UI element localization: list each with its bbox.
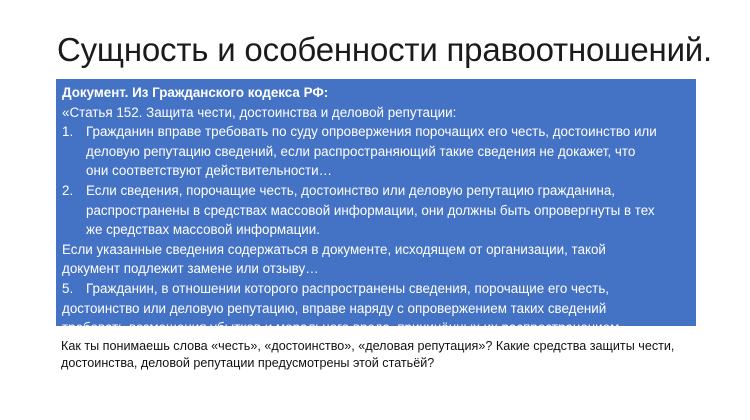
- item-text-line: Гражданин, в отношении которого распространены сведения, порочащие его честь,: [86, 280, 610, 296]
- item-5-continuation-line: требовать возмещения убытков и морального вреда, причинённых их распространением…: [62, 320, 633, 336]
- item-text-line: Если сведения, порочащие честь, достоинство или деловую репутацию гражданина,: [86, 182, 616, 198]
- article-intro: «Статья 152. Защита чести, достоинства и деловой репутации:: [62, 104, 457, 120]
- item-text-line: распространены в средствах массовой информации, они должны быть опровергнуты в тех: [86, 202, 655, 218]
- slide-title: Сущность и особенности правоотношений.: [57, 31, 713, 68]
- item-5-continuation-line: достоинство или деловую репутацию, вправе наряду с опровержением таких сведений: [62, 300, 607, 316]
- item-number: 5.: [62, 280, 74, 296]
- paragraph-line: документ подлежит замене или отзыву…: [62, 261, 319, 277]
- item-number: 2.: [62, 182, 74, 198]
- document-heading: Документ. Из Гражданского кодекса РФ:: [62, 85, 329, 100]
- item-text: [86, 279, 690, 299]
- item-text-line: они соответствуют действительности…: [86, 163, 332, 179]
- item-text: [86, 122, 690, 181]
- question-line: Как ты понимаешь слова «честь», «достоинство», «деловая репутация»? Какие средства защиты чести,: [61, 339, 675, 353]
- item-text-line: деловую репутацию сведений, если распространяющий такие сведения не докажет, что: [86, 143, 636, 159]
- paragraph-line: Если указанные сведения содержаться в документе, исходящем от организации, такой: [62, 241, 606, 257]
- article-item-1: [62, 122, 690, 181]
- item-text: [86, 181, 690, 240]
- article-item-5: [62, 279, 690, 299]
- item-text-line: Гражданин вправе требовать по суду опровержения порочащих его честь, достоинство или: [86, 124, 657, 140]
- discussion-question: [61, 338, 701, 372]
- article-item-2: [62, 181, 690, 240]
- document-excerpt-box: [56, 79, 696, 336]
- question-line: достоинства, деловой репутации предусмотрены этой статьёй?: [61, 356, 435, 370]
- item-number: 1.: [62, 124, 74, 140]
- item-text-line: же средствах массовой информации.: [86, 222, 320, 238]
